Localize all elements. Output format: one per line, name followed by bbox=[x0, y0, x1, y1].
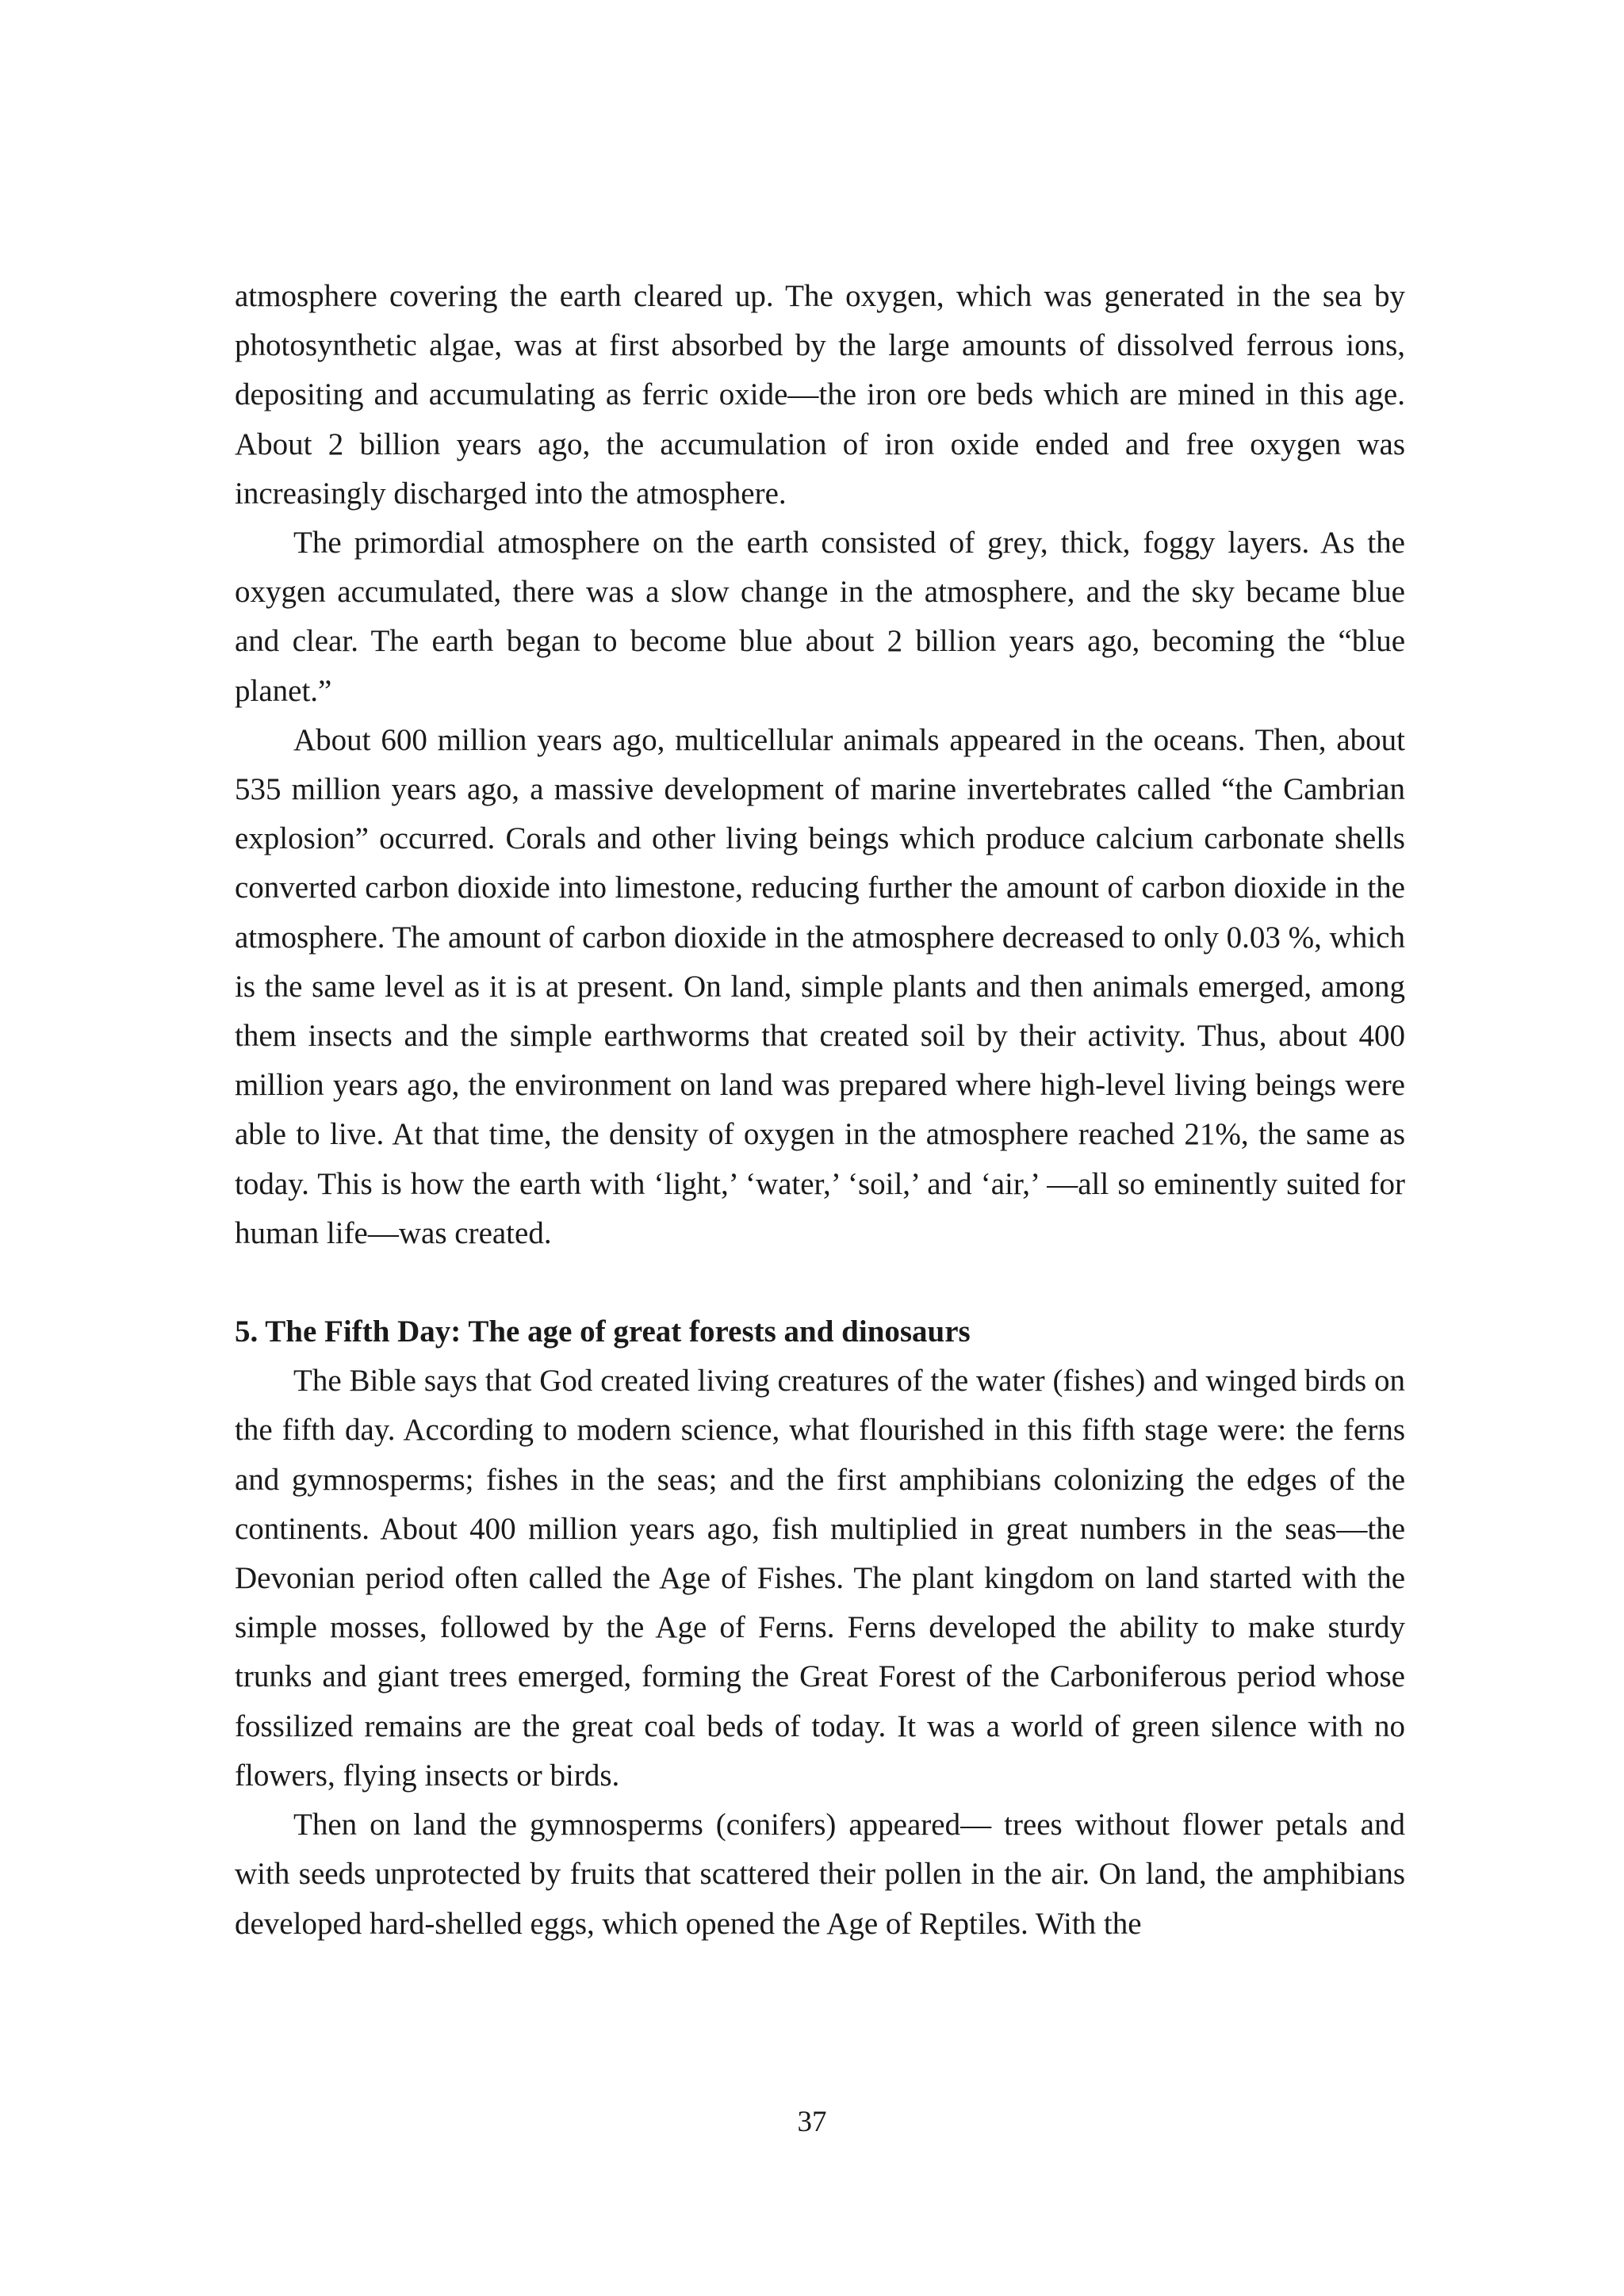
paragraph-continuation: atmosphere covering the earth cleared up. The oxygen, which was generated in the sea by photosynthetic algae, was at first absorbed by the large amounts of dissolved ferrous ions, depositing and accumulating as ferric oxide—the iron ore beds which are mined in this age. About 2 billion years ago, the accumulation of iron oxide ended and free oxygen was increasingly discharged into the atmosphere. bbox=[235, 279, 1405, 511]
paragraph-cambrian-explosion: About 600 million years ago, multicellular animals appeared in the oceans. Then, about 535 million years ago, a massive development of marine invertebrates called “the Cambrian explosion” occurred. Corals and other living beings which produce calcium carbonate shells converted carbon dioxide into limestone, reducing further the amount of carbon dioxide in the atmosphere. The amount of carbon dioxide in the atmosphere decreased to only 0.03 %, which is the same level as it is at present. On land, simple plants and then animals emerged, among them insects and the simple earthworms that created soil by their activity. Thus, about 400 million years ago, the environment on land was prepared where high-level living beings were able to live. At that time, the density of oxygen in the atmosphere reached 21%, the same as today. This is how the earth with ‘light,’ ‘water,’ ‘soil,’ and ‘air,’ —all so eminently suited for human life—was created. bbox=[235, 722, 1405, 1250]
page-number: 37 bbox=[797, 2106, 827, 2138]
body-text bbox=[235, 272, 1405, 1949]
paragraph-gymnosperms: Then on land the gymnosperms (conifers) appeared— trees without flower petals and with seeds unprotected by fruits that scattered their pollen in the air. On land, the amphibians developed hard-shelled eggs, which opened the Age of Reptiles. With the bbox=[235, 1808, 1405, 1941]
section-heading: 5. The Fifth Day: The age of great forests and dinosaurs bbox=[235, 1314, 971, 1349]
paragraph-fifth-day: The Bible says that God created living creatures of the water (fishes) and winged birds on the fifth day. According to modern science, what flourished in this fifth stage were: the ferns and gymnosperms; fishes in the seas; and the first amphibians colonizing the edges of the continents. About 400 million years ago, fish multiplied in great numbers in the seas—the Devonian period often called the Age of Fishes. The plant kingdom on land started with the simple mosses, followed by the Age of Ferns. Ferns developed the ability to make sturdy trunks and giant trees emerged, forming the Great Forest of the Carboniferous period whose fossilized remains are the great coal beds of today. It was a world of green silence with no flowers, flying insects or birds. bbox=[235, 1364, 1405, 1793]
paragraph-primordial-atmosphere: The primordial atmosphere on the earth consisted of grey, thick, foggy layers. As the oxygen accumulated, there was a slow change in the atmosphere, and the sky became blue and clear. The earth began to become blue about 2 billion years ago, becoming the “blue planet.” bbox=[235, 526, 1405, 708]
